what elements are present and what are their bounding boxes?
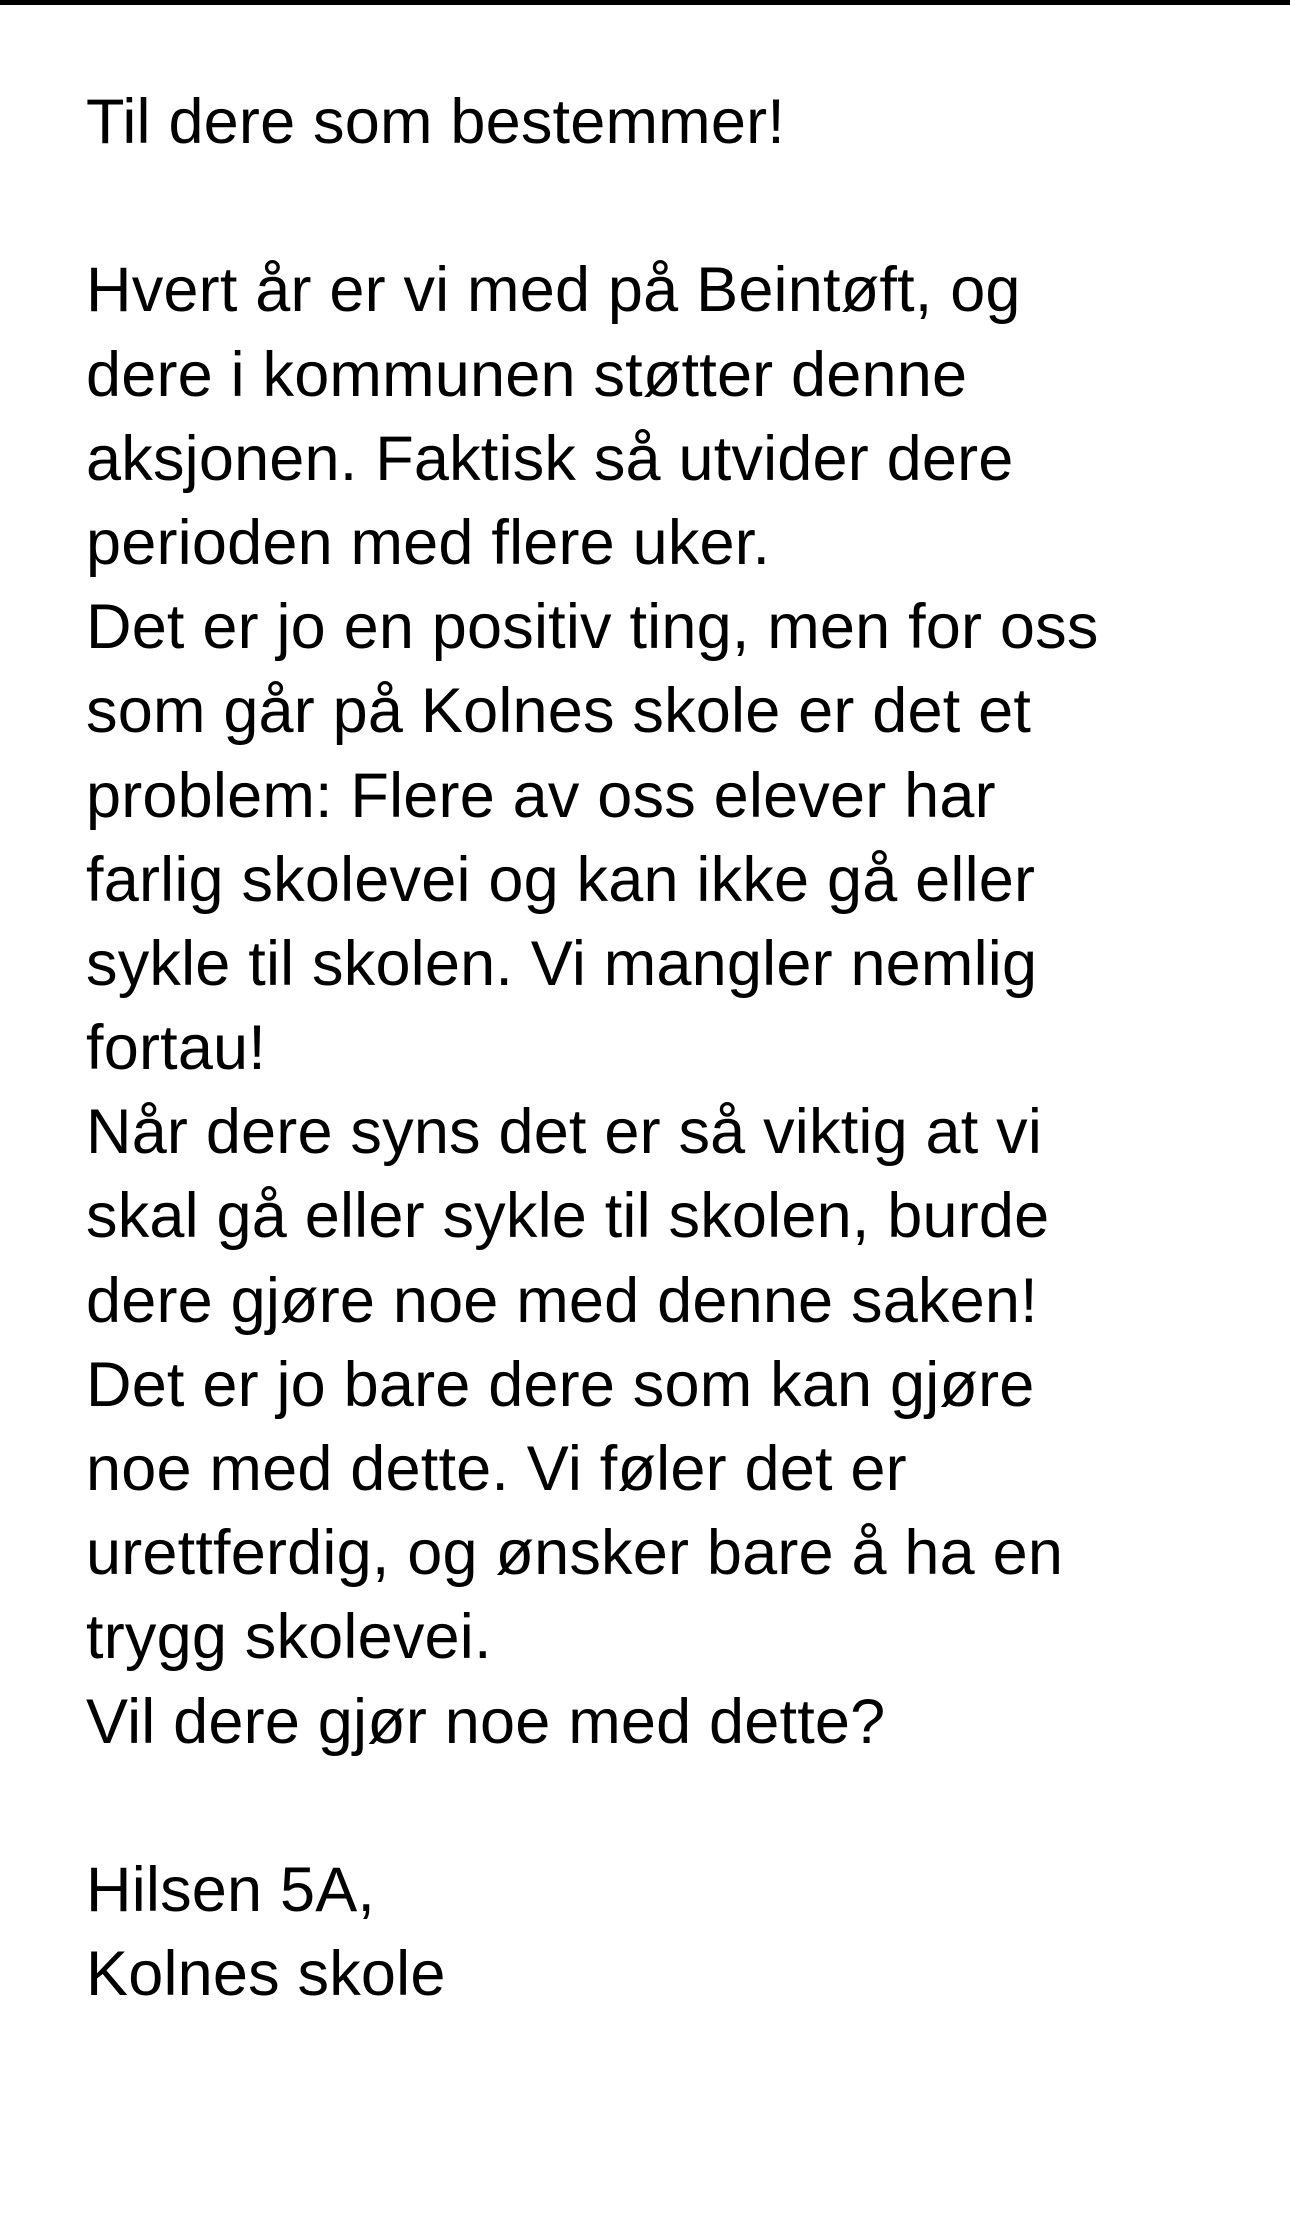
body-line: Det er jo bare dere som kan gjøre: [86, 1349, 1035, 1420]
body-line: Hvert år er vi med på Beintøft, og: [86, 255, 1021, 326]
blank-line: [86, 1764, 1256, 1848]
signature-line: Kolnes skole: [86, 1939, 446, 2010]
body-line: Når dere syns det er så viktig at vi: [86, 1097, 1043, 1168]
body-line: sykle til skolen. Vi mangler nemlig: [86, 928, 1038, 999]
top-divider: [0, 0, 1290, 5]
body-line: problem: Flere av oss elever har: [86, 760, 996, 831]
body-line: Det er jo en positiv ting, men for oss: [86, 592, 1099, 663]
body-line: dere i kommunen støtter denne: [86, 339, 968, 410]
note-document: [86, 80, 1256, 2016]
body-line: farlig skolevei og kan ikke gå eller: [86, 844, 1036, 915]
body-line: dere gjøre noe med denne saken!: [86, 1265, 1038, 1336]
body-line: fortau!: [86, 1013, 267, 1084]
body-line: aksjonen. Faktisk så utvider dere: [86, 423, 1014, 494]
body-line: skal gå eller sykle til skolen, burde: [86, 1181, 1050, 1252]
blank-line: [86, 164, 1256, 248]
sign-off-line: Hilsen 5A,: [86, 1854, 376, 1925]
body-line: perioden med flere uker.: [86, 507, 771, 578]
body-line: Vil dere gjør noe med dette?: [86, 1686, 886, 1757]
greeting-line: Til dere som bestemmer!: [86, 87, 785, 157]
body-line: noe med dette. Vi føler det er: [86, 1434, 907, 1504]
body-line: trygg skolevei.: [86, 1602, 492, 1673]
body-line: som går på Kolnes skole er det et: [86, 676, 1032, 747]
body-line: urettferdig, og ønsker bare å ha en: [86, 1518, 1064, 1589]
